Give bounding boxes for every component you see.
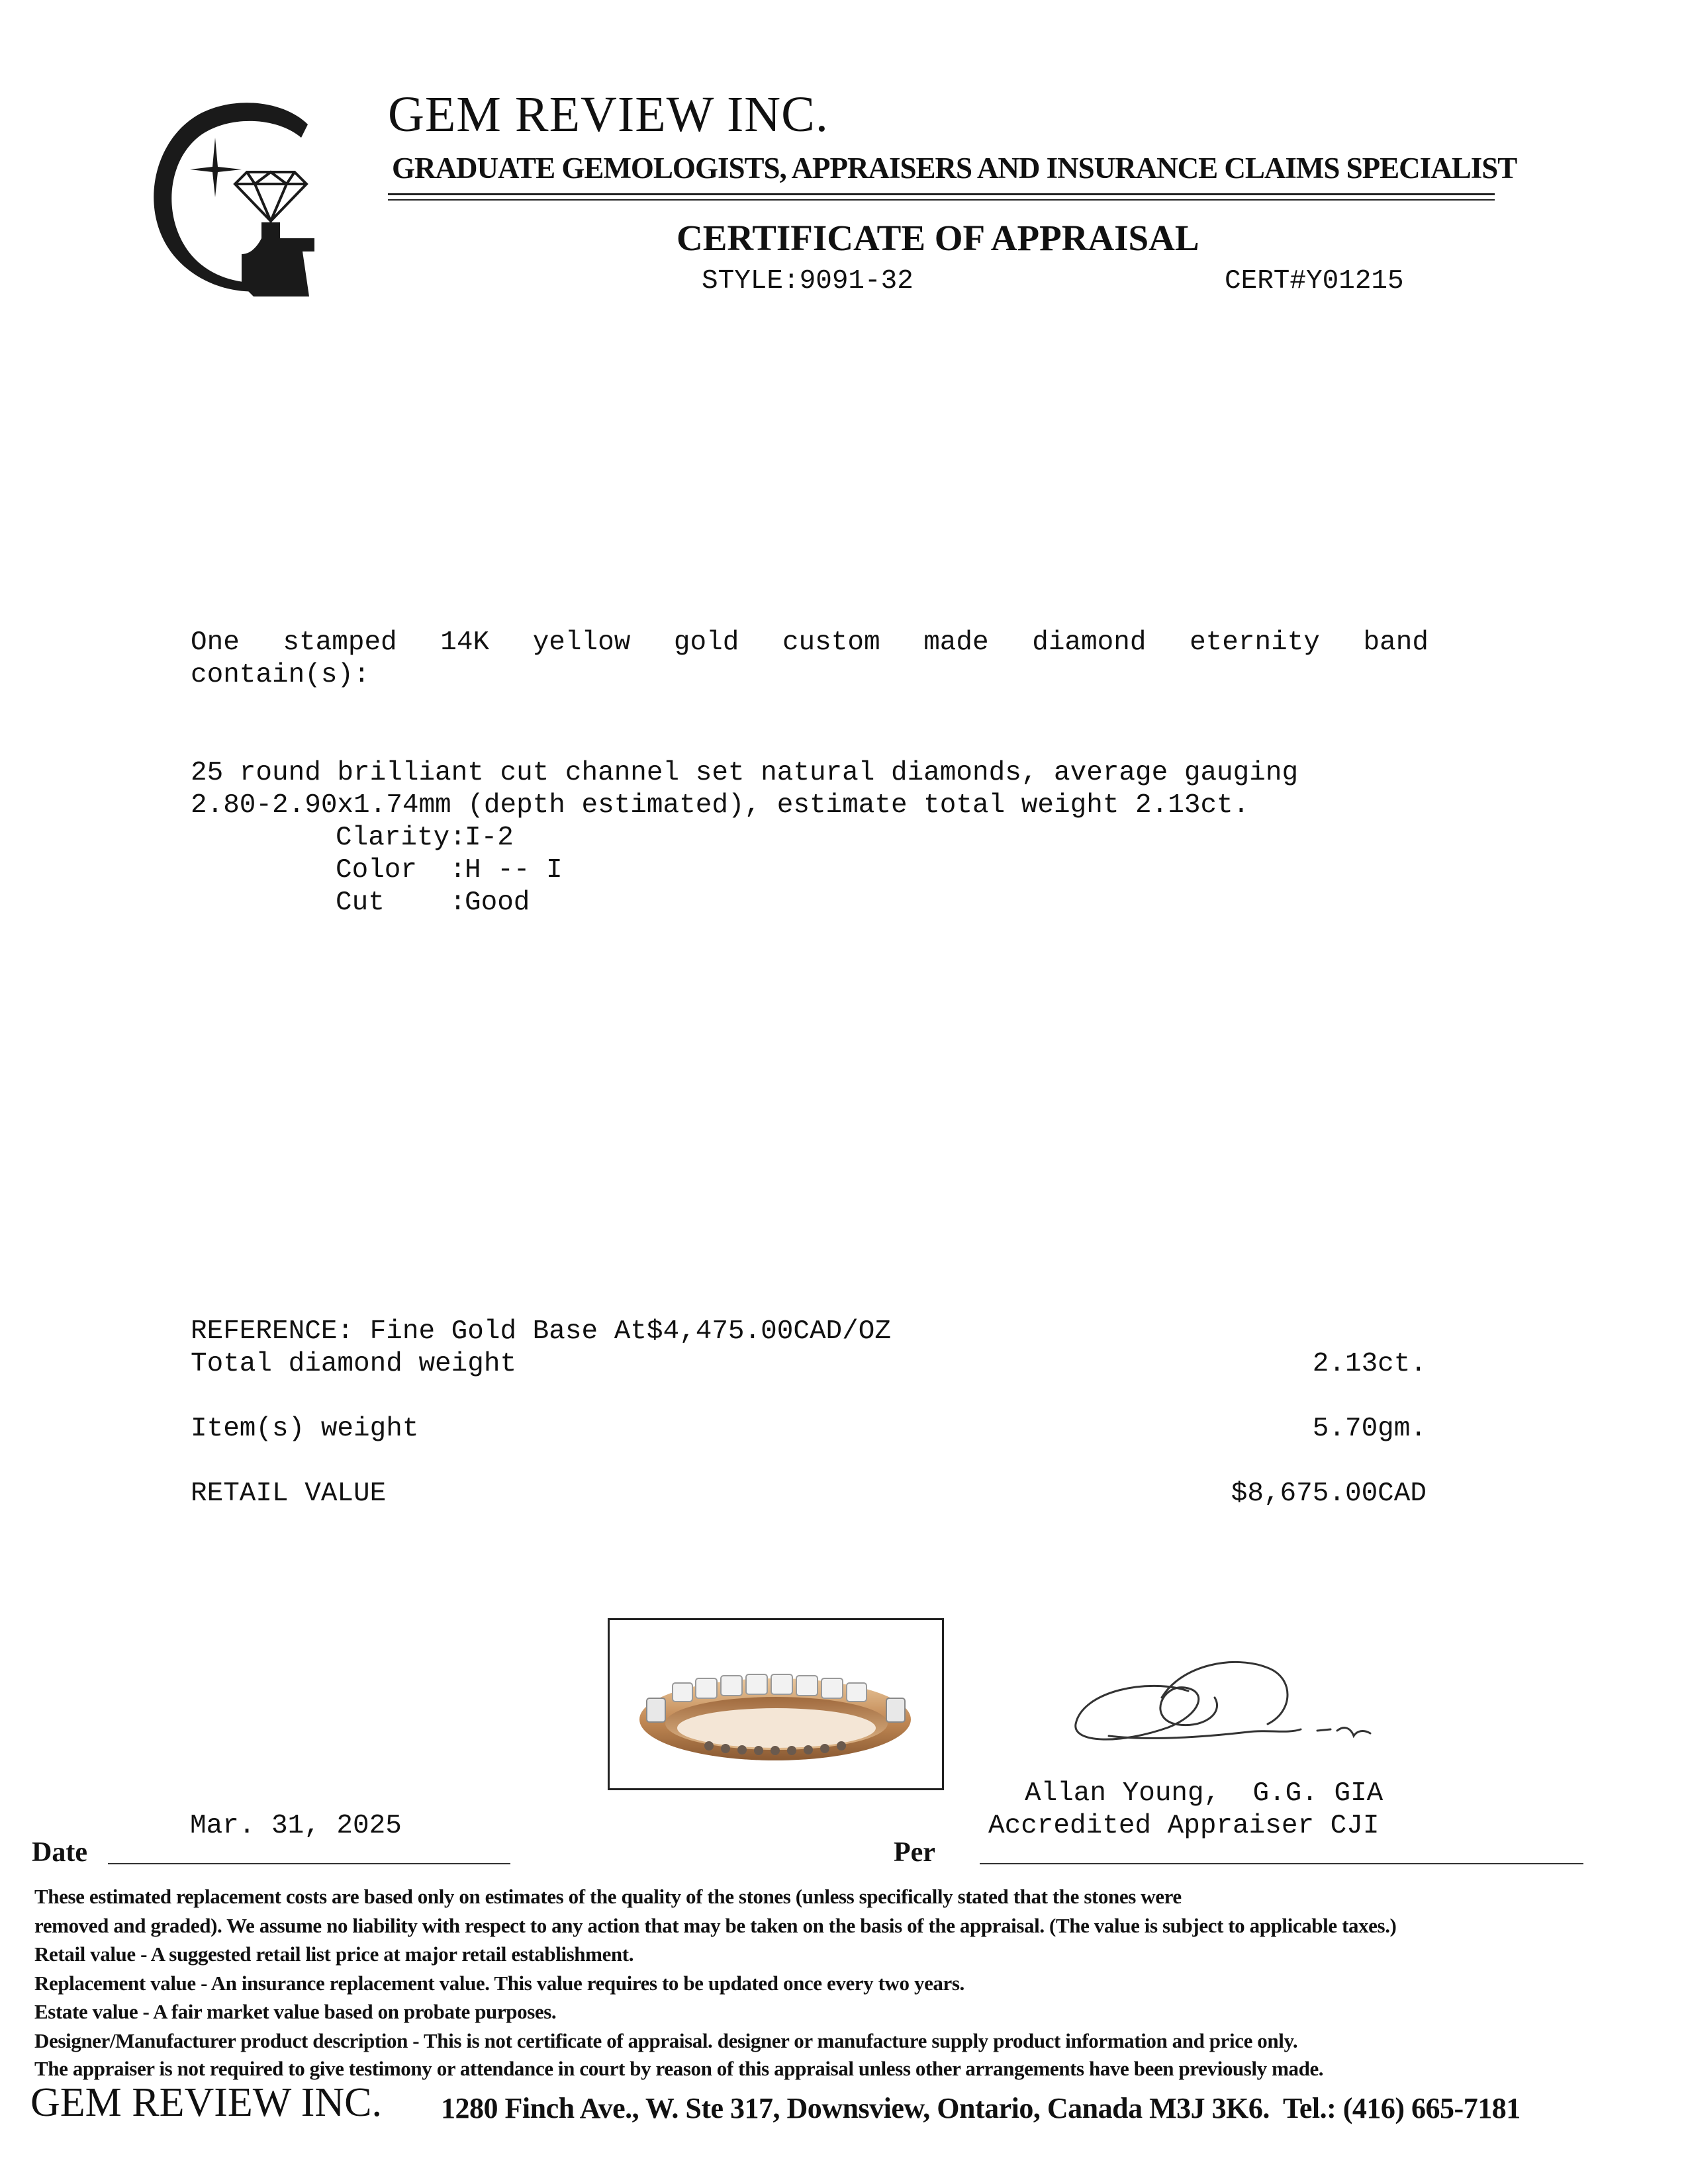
disclaimer-line: These estimated replacement costs are based only on estimates of the quality of the stones (unless specifically stated that the stones were: [34, 1885, 1182, 1908]
desc-word: 14K: [440, 627, 490, 658]
ring-photo: [608, 1618, 944, 1790]
desc-word: One: [191, 627, 240, 658]
item-description-continuation: contain(s):: [191, 660, 370, 690]
date-label: Date: [32, 1837, 87, 1868]
total-diamond-weight-value: 2.13ct.: [1312, 1349, 1427, 1379]
header-rule-bottom: [388, 199, 1495, 201]
appraiser-name: Allan Young, G.G. GIA: [1025, 1778, 1383, 1809]
gem-review-logo: [136, 98, 328, 296]
cut-row: [336, 887, 530, 919]
desc-word: made: [923, 627, 989, 658]
color-label: Color :: [336, 855, 466, 886]
cut-value: Good: [465, 887, 530, 918]
cut-label: Cut :: [336, 887, 466, 918]
certificate-number: CERT#Y01215: [1225, 266, 1404, 296]
desc-word: stamped: [283, 627, 397, 658]
footer-address: 1280 Finch Ave., W. Ste 317, Downsview, Ontario, Canada M3J 3K6. Tel.: (416) 665-7181: [441, 2092, 1521, 2124]
footer-company-name: GEM REVIEW INC.: [30, 2080, 382, 2125]
gold-reference: REFERENCE: Fine Gold Base At$4,475.00CAD/OZ: [191, 1316, 891, 1347]
retail-value-amount: $8,675.00CAD: [1231, 1479, 1427, 1509]
clarity-row: [336, 822, 514, 854]
disclaimer-line: Retail value - A suggested retail list price at major retail establishment.: [34, 1942, 634, 1966]
clarity-value: I-2: [465, 823, 514, 853]
appraiser-signature: [1069, 1651, 1374, 1764]
desc-word: diamond: [1032, 627, 1147, 658]
per-label: Per: [894, 1837, 935, 1868]
disclaimer-line: removed and graded). We assume no liability with respect to any action that may be taken on the basis of the appraisal. (The value is subject to applicable taxes.): [34, 1914, 1397, 1937]
desc-word: custom: [782, 627, 880, 658]
disclaimer-line: Designer/Manufacturer product description - This is not certificate of appraisal. designer or manufacture supply product information and price only.: [34, 2029, 1298, 2052]
date-line: [108, 1863, 510, 1864]
total-diamond-weight-label: Total diamond weight: [191, 1349, 517, 1379]
item-description-line: [191, 627, 1429, 659]
disclaimer-line: Estate value - A fair market value based on probate purposes.: [34, 2000, 557, 2023]
stones-description-continuation: 2.80-2.90x1.74mm (depth estimated), estimate total weight 2.13ct.: [191, 790, 1250, 821]
disclaimer-line: Replacement value - An insurance replacement value. This value requires to be updated once every two years.: [34, 1972, 964, 1995]
company-tagline: GRADUATE GEMOLOGISTS, APPRAISERS AND INSURANCE CLAIMS SPECIALIST: [392, 152, 1517, 185]
disclaimer-line: The appraiser is not required to give testimony or attendance in court by reason of this appraisal unless other arrangements have been previously made.: [34, 2057, 1324, 2080]
appraisal-date: Mar. 31, 2025: [190, 1811, 402, 1841]
color-row: [336, 854, 563, 887]
item-weight-label: Item(s) weight: [191, 1414, 419, 1444]
desc-word: band: [1363, 627, 1429, 658]
style-number: STYLE:9091-32: [702, 266, 914, 296]
clarity-label: Clarity:: [336, 823, 466, 853]
retail-value-label: RETAIL VALUE: [191, 1479, 387, 1509]
desc-word: yellow: [532, 627, 631, 658]
color-value: H -- I: [465, 855, 563, 886]
certificate-title: CERTIFICATE OF APPRAISAL: [677, 218, 1199, 258]
desc-word: eternity: [1190, 627, 1320, 658]
company-name: GEM REVIEW INC.: [388, 87, 829, 142]
appraiser-credential: Accredited Appraiser CJI: [988, 1811, 1380, 1841]
item-weight-value: 5.70gm.: [1312, 1414, 1427, 1444]
signature-line: [980, 1863, 1583, 1864]
desc-word: gold: [673, 627, 739, 658]
stones-description: 25 round brilliant cut channel set natural diamonds, average gauging: [191, 758, 1299, 788]
header-rule-top: [388, 193, 1495, 195]
